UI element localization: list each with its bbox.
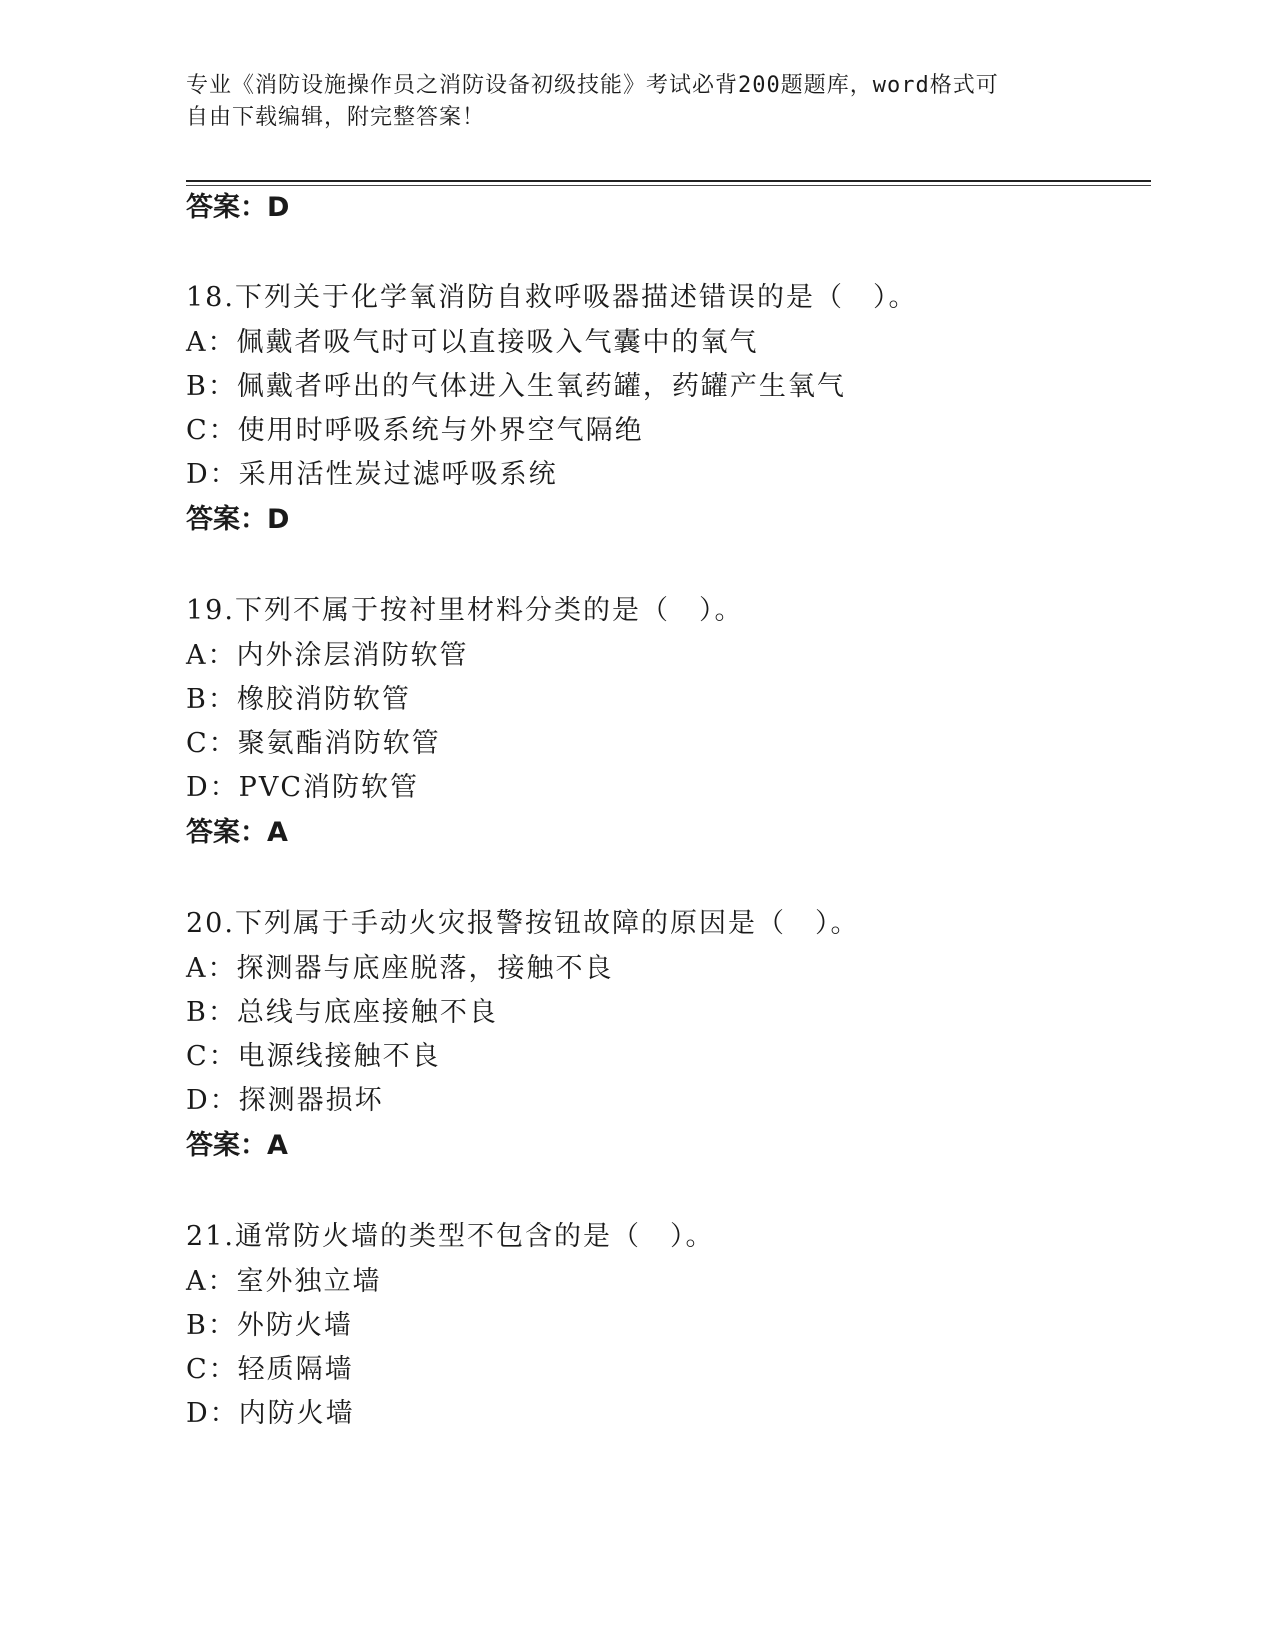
question-stem bbox=[186, 906, 859, 942]
option-c: C：聚氨酯消防软管 bbox=[186, 728, 441, 759]
question-text: 通常防火墙的类型不包含的是（ ）。 bbox=[234, 1221, 715, 1252]
answer-value: D bbox=[267, 504, 290, 535]
option-d: D：内防火墙 bbox=[186, 1398, 355, 1429]
option-a: A：内外涂层消防软管 bbox=[186, 640, 469, 671]
header-divider-thick bbox=[186, 180, 1151, 182]
answer-line bbox=[186, 190, 289, 226]
option-b: B：橡胶消防软管 bbox=[186, 684, 411, 715]
option-b: B：佩戴者呼出的气体进入生氧药罐，药罐产生氧气 bbox=[186, 371, 846, 402]
question-stem bbox=[186, 1219, 714, 1255]
answer-label: 答案： bbox=[186, 192, 267, 223]
option-c: C：电源线接触不良 bbox=[186, 1041, 441, 1072]
question-number: 19. bbox=[186, 595, 235, 626]
answer-line bbox=[186, 502, 289, 538]
option-d: D：探测器损坏 bbox=[186, 1085, 384, 1116]
question-stem bbox=[186, 280, 917, 316]
document-header bbox=[186, 70, 1086, 134]
answer-value: A bbox=[267, 1130, 288, 1161]
question-text: 下列关于化学氧消防自救呼吸器描述错误的是（ ）。 bbox=[234, 282, 918, 313]
question-number: 21. bbox=[186, 1221, 235, 1252]
answer-line bbox=[186, 1128, 288, 1164]
option-a: A：室外独立墙 bbox=[186, 1266, 382, 1297]
question-stem bbox=[186, 593, 743, 629]
header-divider-thin bbox=[186, 185, 1151, 186]
header-line-1: 专业《消防设施操作员之消防设备初级技能》考试必背200题题库，word格式可 bbox=[186, 73, 999, 98]
answer-line bbox=[186, 815, 288, 851]
answer-value: A bbox=[267, 817, 288, 848]
answer-label: 答案： bbox=[186, 1130, 267, 1161]
option-c: C：轻质隔墙 bbox=[186, 1354, 354, 1385]
option-a: A：佩戴者吸气时可以直接吸入气囊中的氧气 bbox=[186, 327, 759, 358]
answer-label: 答案： bbox=[186, 817, 267, 848]
option-d: D：PVC消防软管 bbox=[186, 772, 419, 803]
header-line-2: 自由下载编辑，附完整答案！ bbox=[186, 105, 486, 130]
option-b: B：外防火墙 bbox=[186, 1310, 353, 1341]
question-text: 下列不属于按衬里材料分类的是（ ）。 bbox=[234, 595, 744, 626]
option-d: D：采用活性炭过滤呼吸系统 bbox=[186, 459, 558, 490]
question-number: 20. bbox=[186, 908, 235, 939]
option-b: B：总线与底座接触不良 bbox=[186, 997, 498, 1028]
option-c: C：使用时呼吸系统与外界空气隔绝 bbox=[186, 415, 644, 446]
answer-value: D bbox=[267, 192, 290, 223]
answer-label: 答案： bbox=[186, 504, 267, 535]
question-text: 下列属于手动火灾报警按钮故障的原因是（ ）。 bbox=[234, 908, 860, 939]
question-number: 18. bbox=[186, 282, 235, 313]
option-a: A：探测器与底座脱落，接触不良 bbox=[186, 953, 614, 984]
